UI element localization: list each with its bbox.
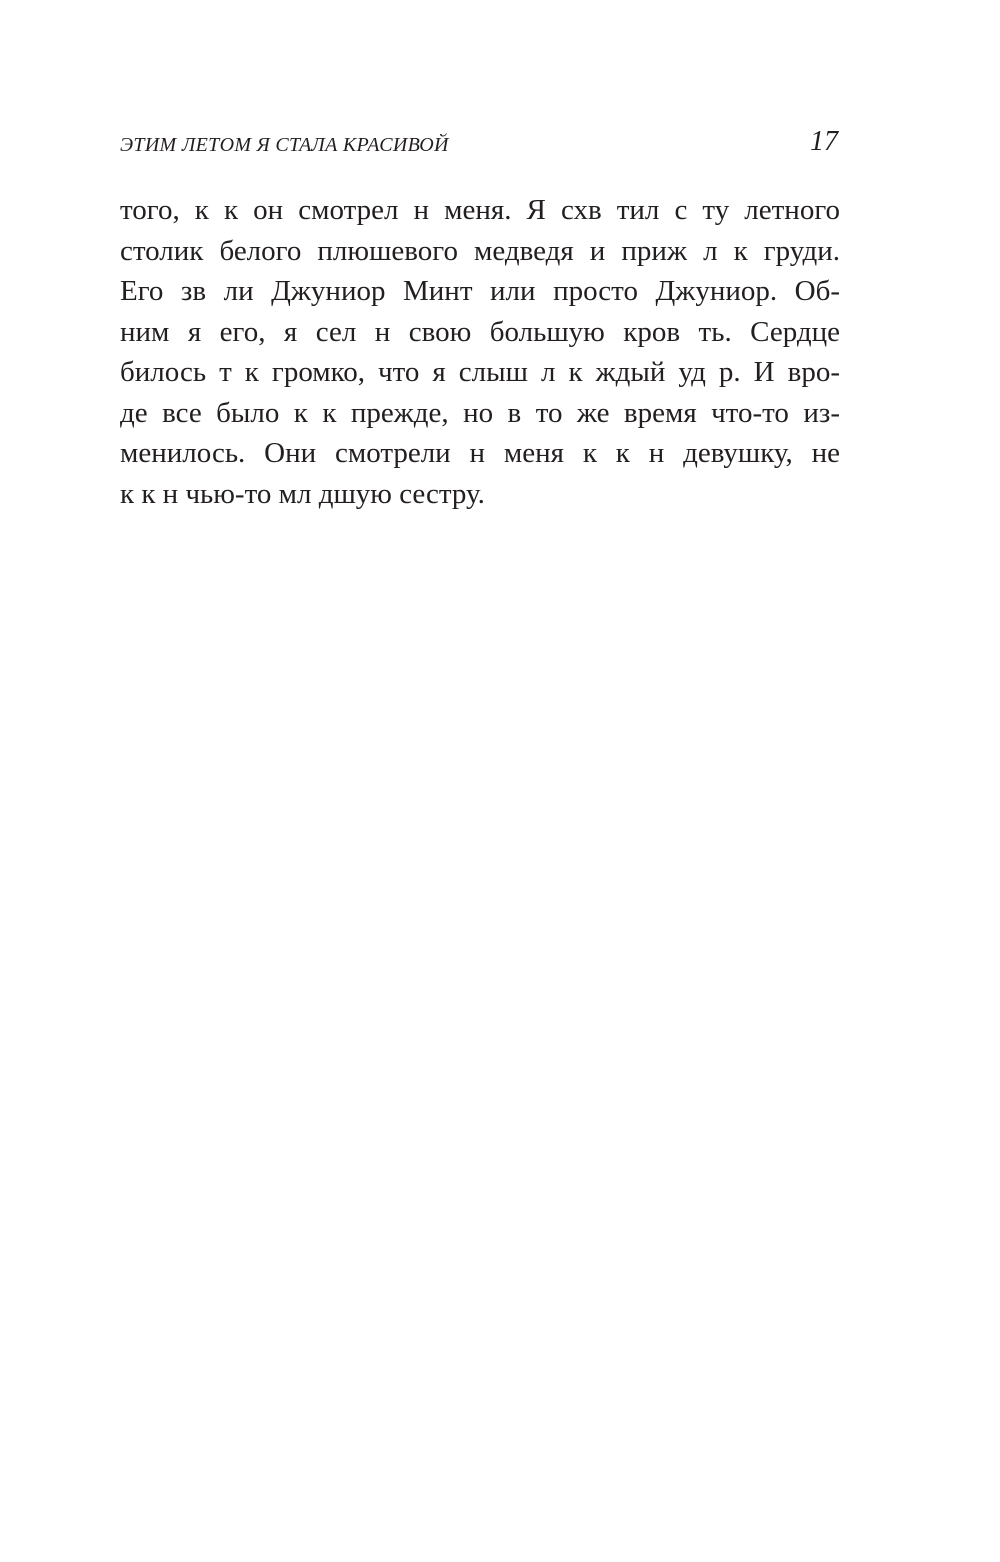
text-line: к к н чью-то мл дшую сестру. (120, 477, 485, 510)
text-line: Его зв ли Джуниор Минт или просто Джуниор. Об- (120, 275, 840, 307)
running-head (120, 126, 838, 166)
text-line: де все было к к прежде, но в то же время что-то из- (120, 396, 840, 429)
page-number: 17 (810, 126, 838, 157)
text-line: билось т к громко, что я слыш л к ждый уд р. И вро- (120, 356, 840, 388)
text-line: ним я его, я сел н свою большую кров ть. Сердце (120, 315, 840, 348)
text-line: менилось. Они смотрели н меня к к н девушку, не (120, 437, 840, 469)
text-line: столик белого плюшевого медведя и приж л к груди. (120, 234, 840, 267)
running-head-book-title: ЭТИМ ЛЕТОМ Я СТАЛА КРАСИВОЙ (120, 134, 449, 156)
text-line: того, к к он смотрел н меня. Я схв тил с ту летного (120, 194, 840, 226)
body-paragraph (120, 190, 840, 514)
